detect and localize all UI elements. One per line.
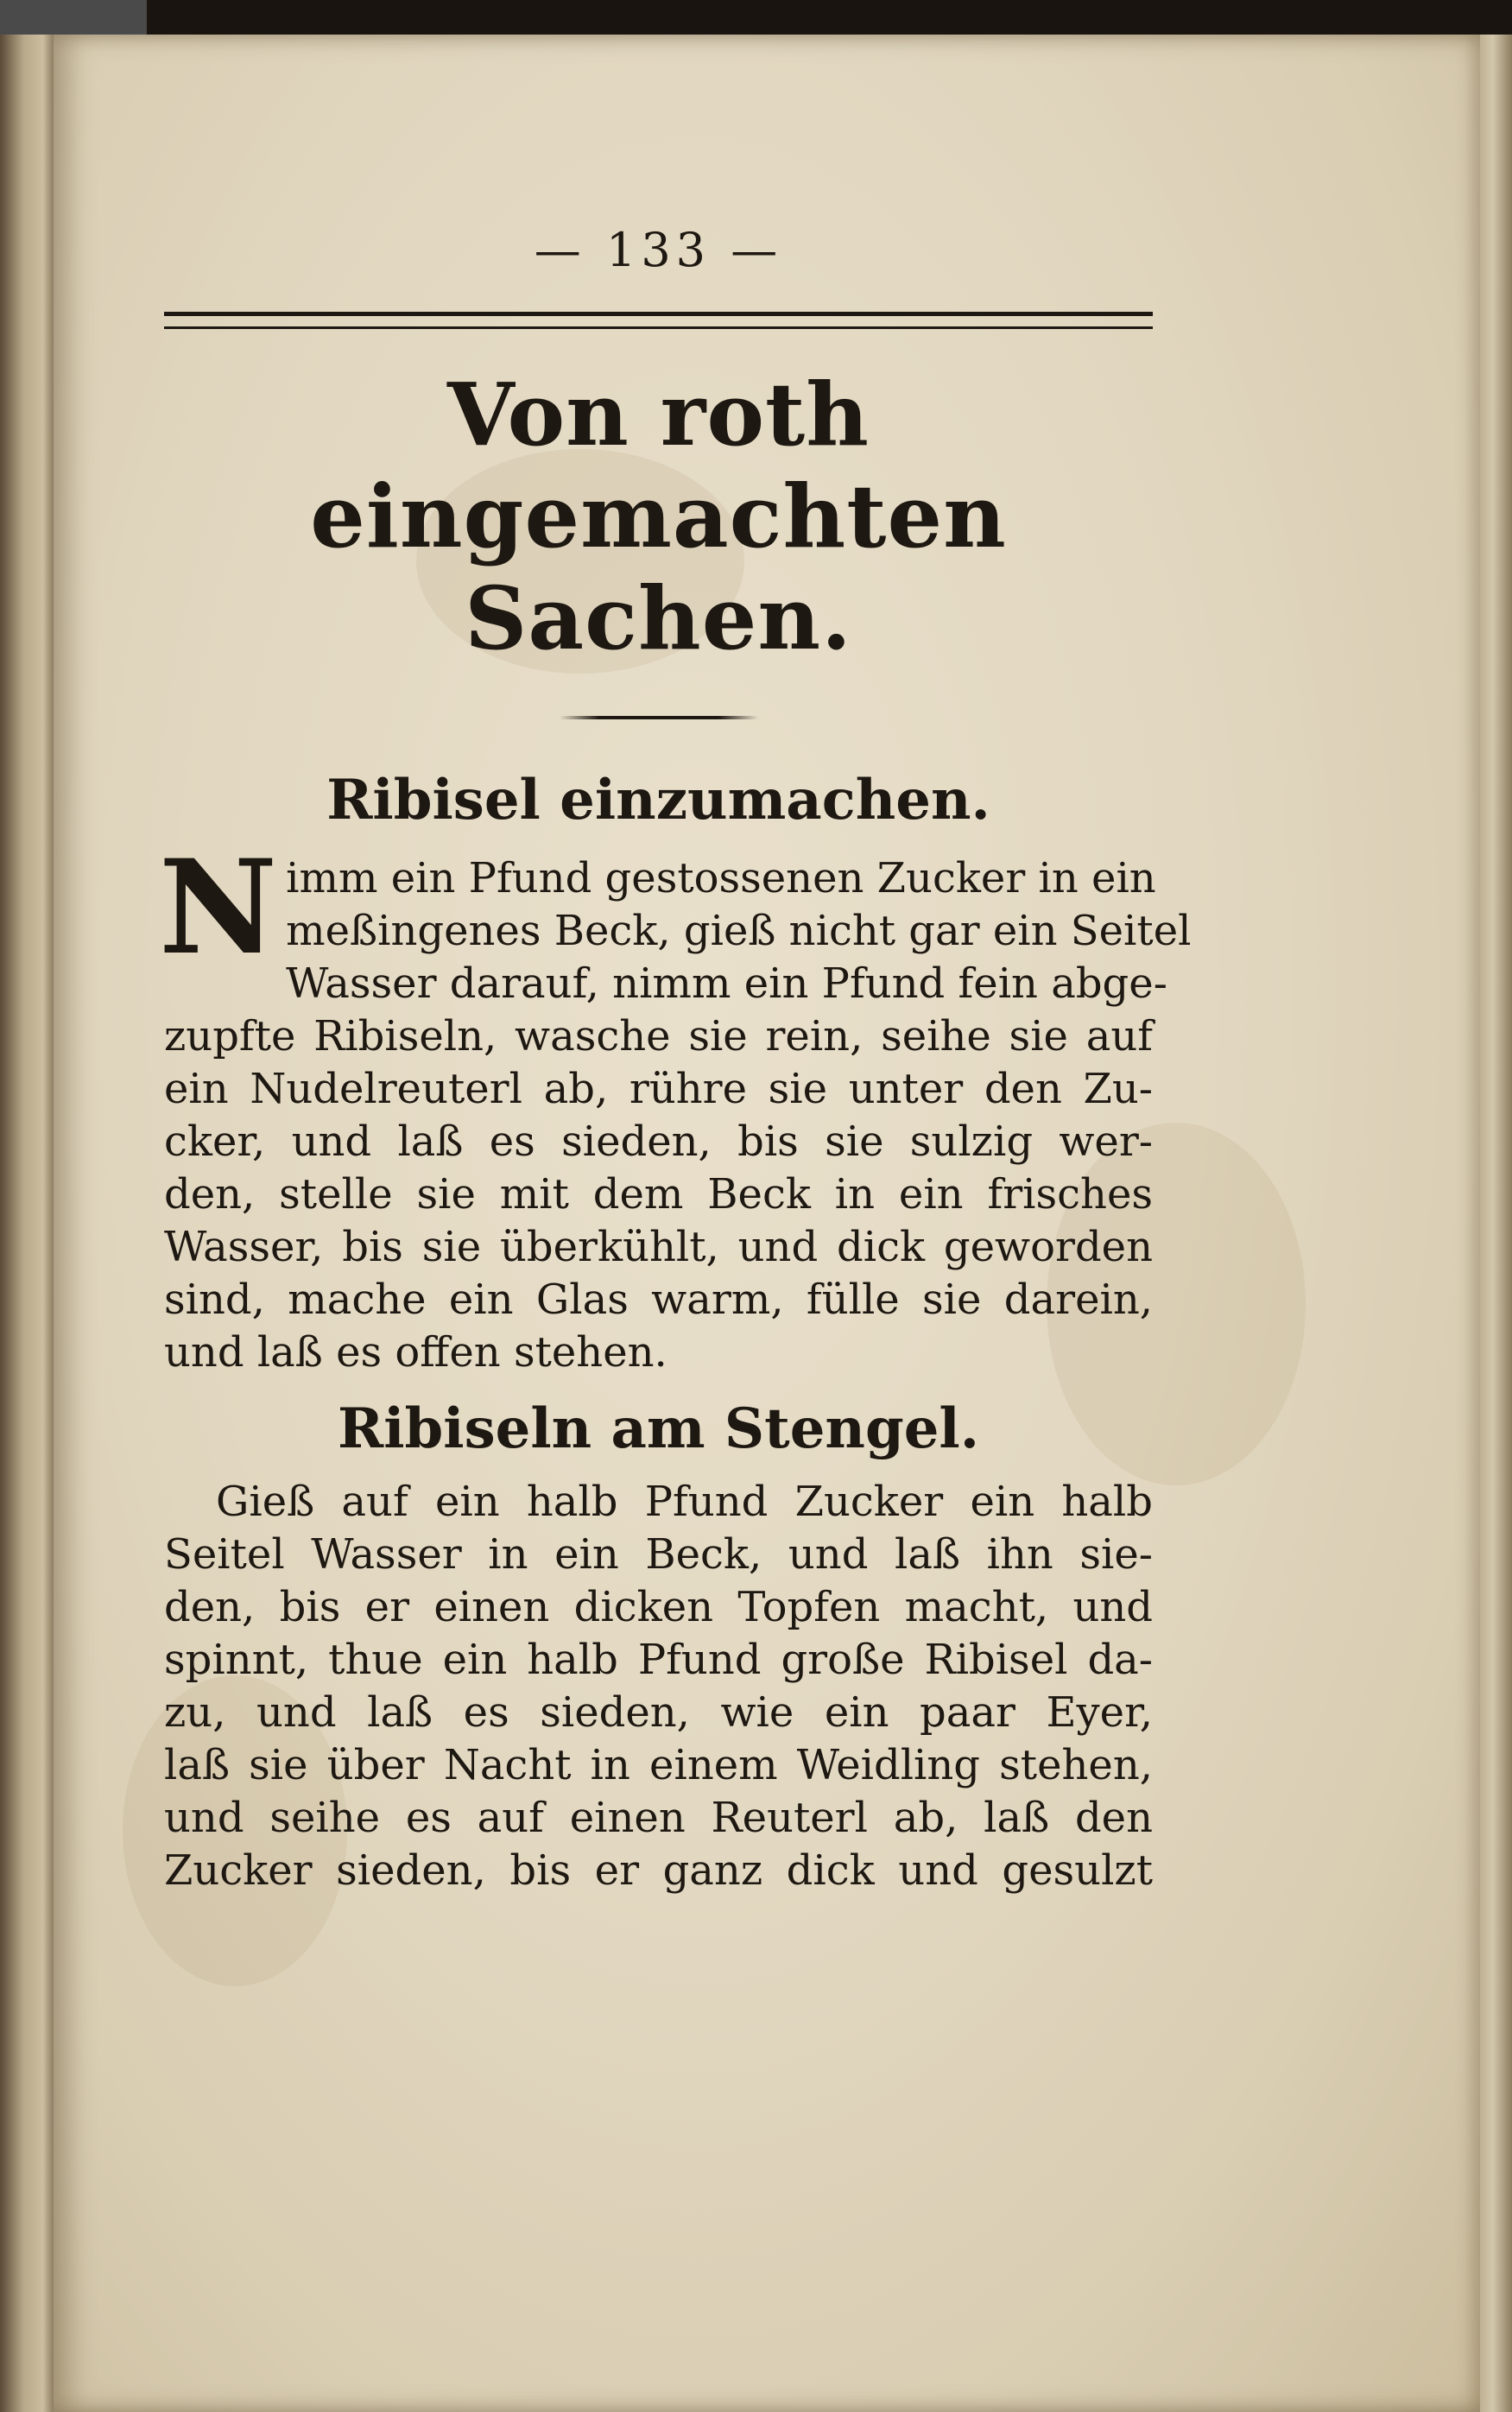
page-edge [1480,35,1512,2412]
text-line: imm ein Pfund gestossenen Zucker in ein [286,854,1156,902]
text-line: den, stelle sie mit dem Beck in ein frisches [164,1170,1153,1219]
text-line: Seitel Wasser in ein Beck, und laß ihn sie- [164,1530,1153,1579]
text-line: Zucker sieden, bis er ganz dick und gesulzt [164,1846,1153,1895]
text-line: und seihe es auf einen Reuterl ab, laß den [164,1794,1153,1842]
text-line: meßingenes Beck, gieß nicht gar ein Seitel [286,907,1192,955]
page-content [159,220,1192,1897]
text-line: Wasser darauf, nimm ein Pfund fein abge- [286,959,1167,1008]
header-rule [164,312,1153,329]
text-line: zu, und laß es sieden, wie ein paar Eyer, [164,1688,1153,1737]
chapter-title [164,364,1153,669]
page-number: — 133 — [534,223,783,277]
recipe2-text [164,1476,1153,1897]
text-line: sind, mache ein Glas warm, fülle sie darein, [164,1276,1153,1324]
recipe1-heading: Ribisel einzumachen. [326,768,990,832]
recipe1-text [159,832,1192,1379]
text-line: Gieß auf ein halb Pfund Zucker ein halb [216,1478,1153,1526]
text-line: spinnt, thue ein halb Pfund große Ribisel da- [164,1636,1153,1684]
text-line: zupfte Ribiseln, wasche sie rein, seihe sie auf [164,1012,1153,1060]
drop-cap: N [159,832,278,984]
recipe2-heading: Ribiseln am Stengel. [338,1396,979,1461]
chapter-title-line2: Sachen. [465,567,852,669]
chapter-title-line1: Von roth eingemachten [310,364,1007,567]
text-line: ein Nudelreuterl ab, rühre sie unter den Zu- [164,1065,1153,1113]
text-line: cker, und laß es sieden, bis sie sulzig wer- [164,1117,1153,1166]
text-line: den, bis er einen dicken Topfen macht, und [164,1583,1153,1631]
title-divider [560,716,758,719]
text-line: laß sie über Nacht in einem Weidling stehen, [164,1741,1153,1789]
previous-page-edge [0,35,54,2412]
text-line: und laß es offen stehen. [164,1328,667,1377]
scanner-strip [0,0,147,35]
text-line: Wasser, bis sie überkühlt, und dick geworden [164,1223,1153,1271]
